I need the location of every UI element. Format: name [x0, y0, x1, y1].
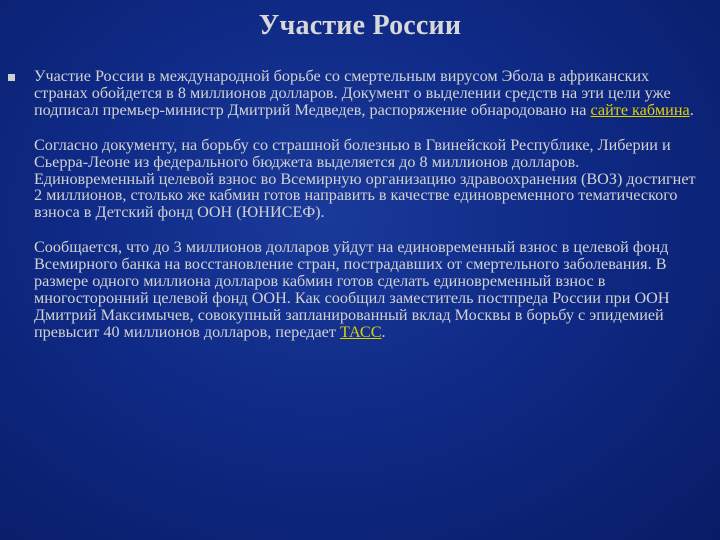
paragraph-2: Согласно документу, на борьбу со страшной болезнью в Гвинейской Республике, Либерии и Сьерра-Леоне из федерального бюджета выделяется до 8 миллионов долларов. Единовременный целевой взнос во Всемирную организацию здравоохранения (ВОЗ) достигнет 2 миллионов, столько же кабмин готов направить в качестве единовременного тематического взноса в Детский фонд ООН (ЮНИСЕФ). — [34, 135, 696, 222]
paragraph-1 — [34, 68, 698, 119]
square-bullet-icon — [8, 74, 15, 81]
slide-content — [8, 68, 698, 359]
paragraph-3-text: Сообщается, что до 3 миллионов долларов уйдут на единовременный взнос в целевой фонд Всемирного банка на восстановление стран, пострадавших от смертельного заболевания. В размере одного миллиона долларов кабмин готов сделать единовременный взнос в многосторонний целевой фонд ООН. Как сообщил заместитель постпреда России при ООН Дмитрий Максимычев, совокупный запланированный вклад Москвы в борьбу с эпидемией превысит 40 миллионов долларов, передает — [34, 238, 670, 341]
cabinet-site-link[interactable]: сайте кабмина — [590, 100, 690, 119]
tass-link[interactable]: ТАСС — [339, 322, 382, 341]
paragraph-1-end: . — [689, 100, 694, 119]
paragraph-3-end: . — [381, 322, 386, 341]
bullet-item — [8, 68, 698, 341]
slide-title: Участие России — [258, 10, 462, 41]
paragraph-1-text: Участие России в международной борьбе со смертельным вирусом Эбола в африканских странах обойдется в 8 миллионов долларов. Документ о выделении средств на эти цели уже подписал премьер-министр Дмитрий Медведев, распоряжение обнародовано на — [34, 67, 671, 119]
paragraph-3 — [34, 239, 698, 340]
